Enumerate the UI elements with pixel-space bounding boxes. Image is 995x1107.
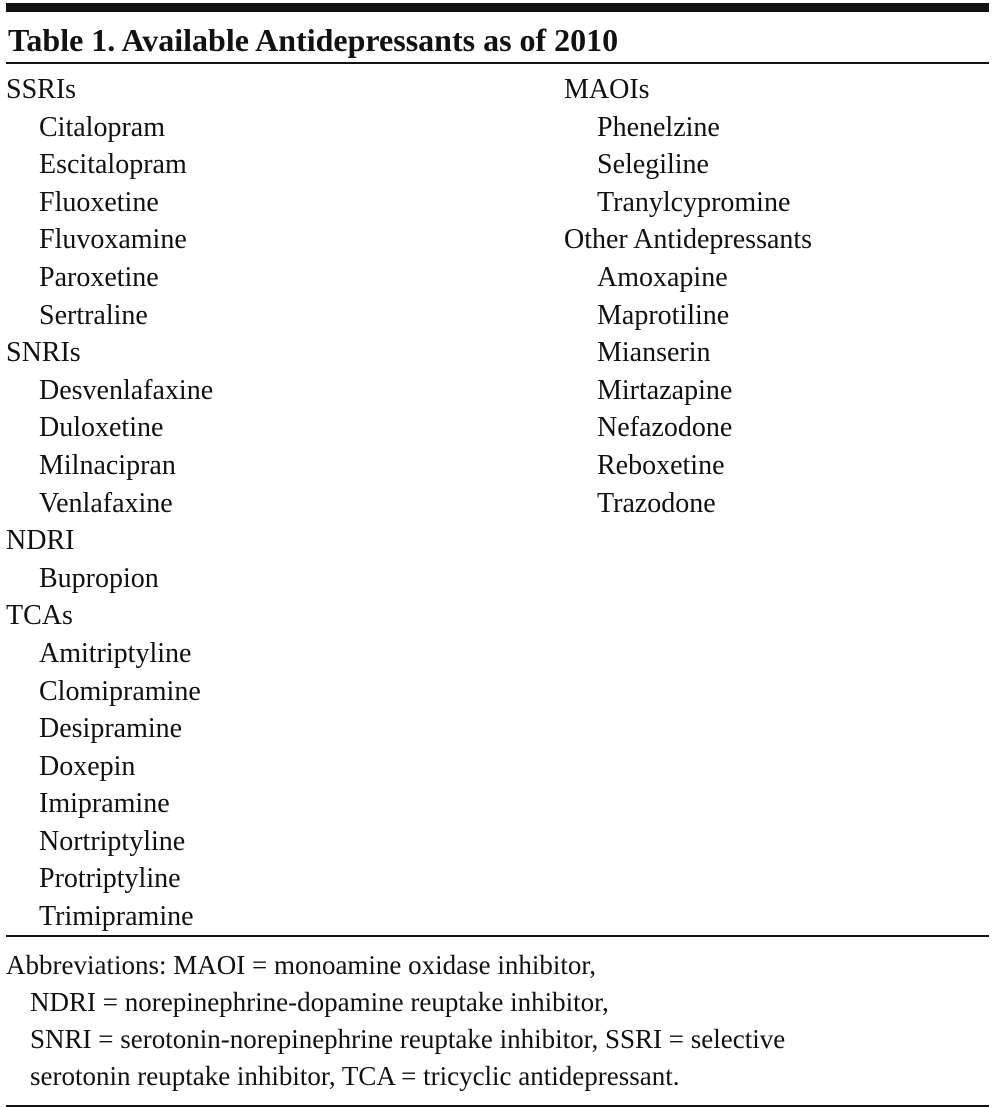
footnote-line: serotonin reuptake inhibitor, TCA = tricyclic antidepressant. — [30, 1061, 680, 1091]
group-label: TCAs — [6, 600, 73, 632]
drug-name: Desvenlafaxine — [39, 374, 214, 406]
drug-name: Milnacipran — [39, 449, 176, 481]
drug-name: Trimipramine — [39, 901, 194, 933]
drug-name: Paroxetine — [39, 261, 159, 293]
group-label: NDRI — [6, 525, 75, 557]
drug-name: Fluvoxamine — [39, 224, 187, 256]
drug-name: Amoxapine — [597, 261, 728, 293]
right-column — [564, 71, 984, 522]
abbreviations-footnote — [6, 937, 989, 1105]
drug-name: Escitalopram — [39, 149, 187, 181]
drug-name: Clomipramine — [39, 675, 201, 707]
drug-group-maois — [564, 71, 984, 221]
drug-group-snris — [6, 334, 546, 522]
drug-name: Selegiline — [597, 149, 709, 181]
drug-name: Imipramine — [39, 788, 170, 820]
drug-name: Citalopram — [39, 111, 165, 143]
top-rule — [6, 3, 989, 12]
drug-name: Maprotiline — [597, 299, 730, 331]
drug-name: Desipramine — [39, 713, 183, 745]
drug-name: Venlafaxine — [39, 487, 173, 519]
drug-name: Reboxetine — [597, 449, 725, 481]
drug-group-ssris — [6, 71, 546, 334]
footnote-line: Abbreviations: MAOI = monoamine oxidase inhibitor, — [6, 950, 597, 980]
drug-group-tcas — [6, 597, 546, 935]
drug-name: Trazodone — [597, 487, 716, 519]
drug-name: Mirtazapine — [597, 374, 733, 406]
drug-name: Nefazodone — [597, 412, 733, 444]
drug-name: Duloxetine — [39, 412, 164, 444]
table-body — [6, 64, 989, 935]
drug-name: Mianserin — [597, 337, 711, 369]
footnote-line: SNRI = serotonin-norepinephrine reuptake inhibitor, SSRI = selective — [30, 1024, 786, 1054]
drug-name: Fluoxetine — [39, 186, 159, 218]
drug-group-other — [564, 221, 984, 522]
drug-name: Doxepin — [39, 750, 136, 782]
drug-name: Nortriptyline — [39, 825, 186, 857]
drug-group-ndri — [6, 522, 546, 597]
table-title: Table 1. Available Antidepressants as of 2010 — [8, 22, 619, 58]
drug-name: Bupropion — [39, 562, 159, 594]
drug-name: Sertraline — [39, 299, 148, 331]
drug-name: Protriptyline — [39, 863, 181, 895]
group-label: Other Antidepressants — [564, 224, 813, 256]
group-label: SSRIs — [6, 74, 77, 105]
group-label: SNRIs — [6, 337, 81, 369]
footnote-line: NDRI = norepinephrine-dopamine reuptake inhibitor, — [30, 987, 609, 1017]
drug-name: Phenelzine — [597, 111, 720, 143]
left-column — [6, 71, 546, 936]
antidepressant-table — [6, 0, 989, 1107]
drug-name: Tranylcypromine — [597, 186, 791, 218]
drug-name: Amitriptyline — [39, 637, 192, 669]
group-label: MAOIs — [564, 74, 650, 105]
